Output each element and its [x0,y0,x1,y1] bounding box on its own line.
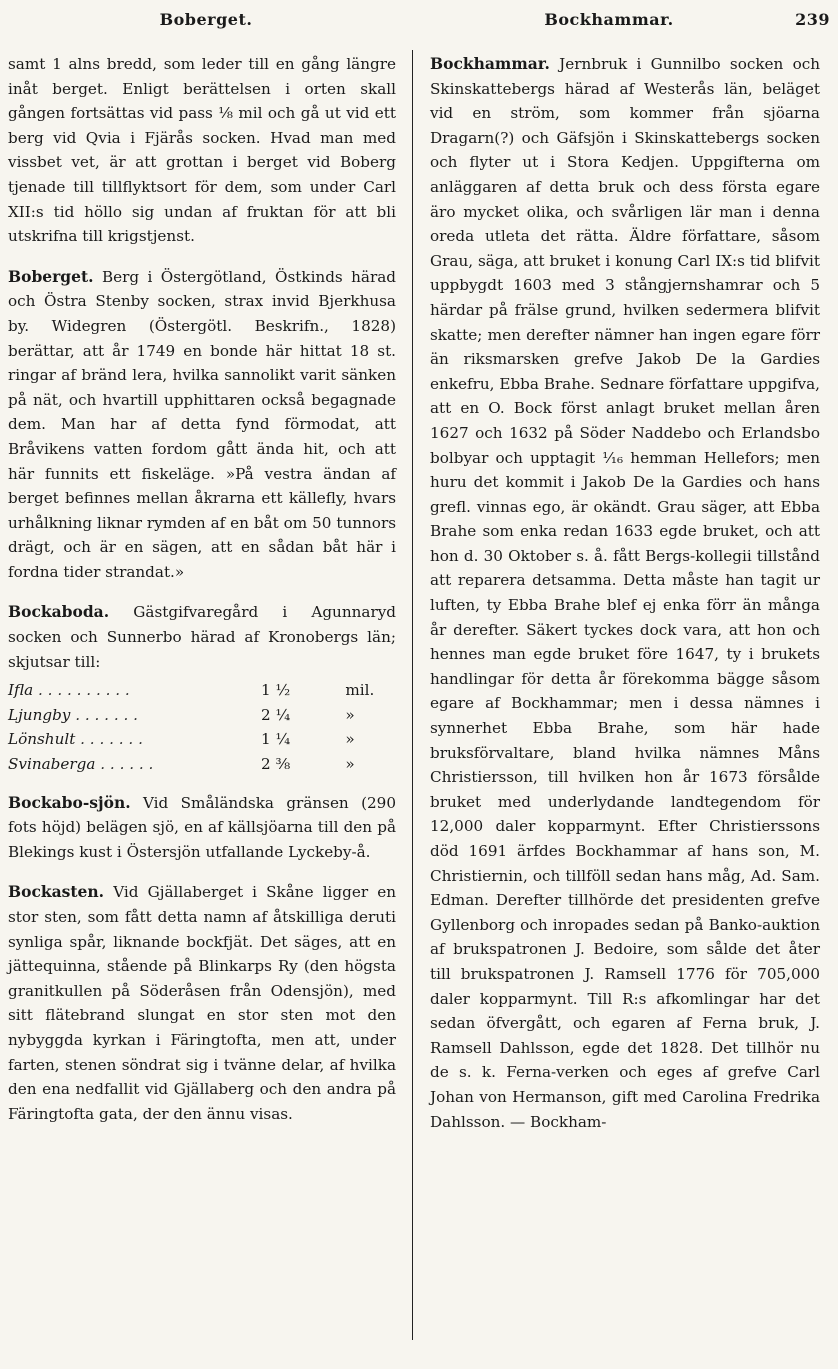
distance-leader-dots: . . . . . . . [80,730,143,749]
entry-headword: Bockaboda. [8,602,110,622]
entry-text: Vid Gjällaberget i Skåne ligger en stor sten, som fått detta namn af åtskilliga deruti synliga spår, liknande bockfjät. Det säges, att en jättequinna, stående på Blinkarps Ry (den högsta granitkullen på Söderåsen från Odensjön), med sitt flätebrand slungat en stor sten mot den nybyggda kyrkan i Färingtofta, men att, under farten, stenen söndrat sig i tvänne delar, af hvilka den ena nedfallit vid Gjällaberg och den andra på Färingtofta gata, der den ännu visas. [8,883,396,1123]
continued-paragraph: samt 1 alns bredd, som leder till en gång längre inåt berget. Enligt berättelsen i orten skall gången fortsättas vid pass ⅛ mil och gå ut vid ett berg vid Qvia i Fjärås socken. Hvad man med vissbet vet, är att grottan i berget vid Boberg tjenade till tillflyktsort för dem, som under Carl XII:s tid höllo sig undan af fruktan för att bli utskrifna till krigstjenst. [8,55,396,246]
distance-unit: mil. [345,681,375,700]
distance-row [8,703,396,728]
distance-leader-dots: . . . . . . . . . . [38,681,130,700]
entry-headword: Bockabo-sjön. [8,792,131,812]
running-header-left: Boberget. [159,10,253,29]
distance-unit: » [345,730,355,749]
distance-row [8,727,396,752]
distance-place: Svinaberga [8,755,96,774]
right-column [430,52,820,1150]
page-number: 239 [795,10,830,29]
running-header-right: Bockhammar. [544,10,674,29]
entry-headword: Boberget. [8,266,94,286]
entry-bockabo-sjon [8,791,396,865]
distance-row [8,752,396,777]
distance-value: 2 ⅜ [261,755,291,774]
entry-bockhammar [430,52,820,1134]
distance-place: Lönshult [8,730,76,749]
entry-text: Jernbruk i Gunnilbo socken och Skinskattebergs härad af Westerås län, beläget vid en ström, som kommer från sjöarna Dragarn(?) och Gäfsjön i Skinskattebergs socken och flyter ut i Stora Kedjen. Uppgifterna om anläggaren af detta bruk och dess första egare äro mycket olika, och svårligen lär man i denna oreda utleta det rätta. Äldre författare, såsom Grau, säga, att bruket i konung Carl IX:s tid blifvit uppbygdt 1603 med 3 stångjernshamrar och 5 härdar på frälse grund, hvilken sedermera blifvit skatte; men derefter nämner han ingen egare förr än riksmarsken grefve Jakob De la Gardies enkefru, Ebba Brahe. Sednare författare uppgifva, att en O. Bock först anlagt bruket mellan åren 1627 och 1632 på Söder Naddebo och Erlandsbo bolbyar och upptagit ¹⁄₁₆ hemman Hellefors; men huru det kommit i Jakob De la Gardies och hans grefl. vinnas ego, är okändt. Grau säger, att Ebba Brahe som enka redan 1633 egde bruket, och att hon d. 30 Oktober s. å. fått Bergs-kollegii tillstånd att reparera detsamma. Detta måste han tagit ur luften, ty Ebba Brahe blef ej enka förr än många år derefter. Säkert tyckes dock vara, att hon och hennes man egde bruket före 1647, ty i brukets handlingar för detta år förekomma bägge såsom egare af Bockhammar; men i dessa nämnes i synnerhet Ebba Brahe, som här hade bruksförvaltare, bland hvilka nämnes Måns Christiersson, till hvilken hon år 1673 försålde bruket med underlydande landtegendom för 12,000 daler kopparmynt. Efter Christierssons död 1691 ärfdes Bockhammar af hans son, M. Christiernin, och tillföll sedan hans måg, Ad. Sam. Edman. Derefter tillhörde det presidenten grefve Gyllenborg och inropades sedan på Banko-auktion af brukspatronen J. Bedoire, som sålde det åter till brukspatronen J. Ramsell 1776 för 705,000 daler kopparmynt. Till R:s afkomlingar har det sedan öfvergått, och egaren af Ferna bruk, J. Ramsell Dahlsson, egde det 1828. Det tillhör nu de s. k. Ferna-verken och eges af grefve Carl Johan von Hermanson, gift med Carolina Fredrika Dahlsson. — Bockham- [430,55,821,1131]
distance-value: 2 ¼ [261,705,291,724]
entry-headword: Bockhammar. [430,54,550,73]
entry-boberget [8,265,396,585]
distance-place: Ljungby [8,705,71,724]
entry-text: Berg i Östergötland, Östkinds härad och Östra Stenby socken, strax invid Bjerkhusa by. Widegren (Östergötl. Beskrifn., 1828) berättar, att år 1749 en bonde här hittat 18 st. ringar af bränd lera, hvilka sannolikt varit sänken på nät, och hvartill upphittaren också begagnade dem. Man har af detta fynd förmodat, att Bråvikens vatten fordom gått ända hit, och att här funnits ett fiskeläge. »På vestra ändan af berget befinnes mellan åkrarna ett källefly, hvars urhålkning liknar rymden af en båt om 50 tunnors drägt, och är en sägen, att en sådan båt här i fordna tider strandat.» [8,267,397,581]
distance-unit: » [345,705,355,724]
distance-value: 1 ½ [261,681,291,700]
entry-text: Vid Småländska gränsen (290 fots höjd) belägen sjö, en af källsjöarna till den på Blekings kust i Östersjön utfallande Lyckeby-å. [8,793,396,861]
column-divider [412,50,413,1340]
distance-value: 1 ¼ [261,730,291,749]
entry-headword: Bockasten. [8,882,105,902]
entry-bockaboda [8,600,396,674]
left-column [8,52,396,1142]
entry-text: Gästgifvaregård i Agunnaryd socken och Sunnerbo härad af Kronobergs län; skjutsar till: [8,603,397,671]
distance-row [8,678,396,703]
distance-place: Ifla [8,681,34,700]
distance-table [8,678,396,776]
distance-leader-dots: . . . . . . . [75,705,138,724]
distance-leader-dots: . . . . . . [100,755,154,774]
distance-unit: » [345,755,355,774]
entry-bockasten [8,880,396,1126]
